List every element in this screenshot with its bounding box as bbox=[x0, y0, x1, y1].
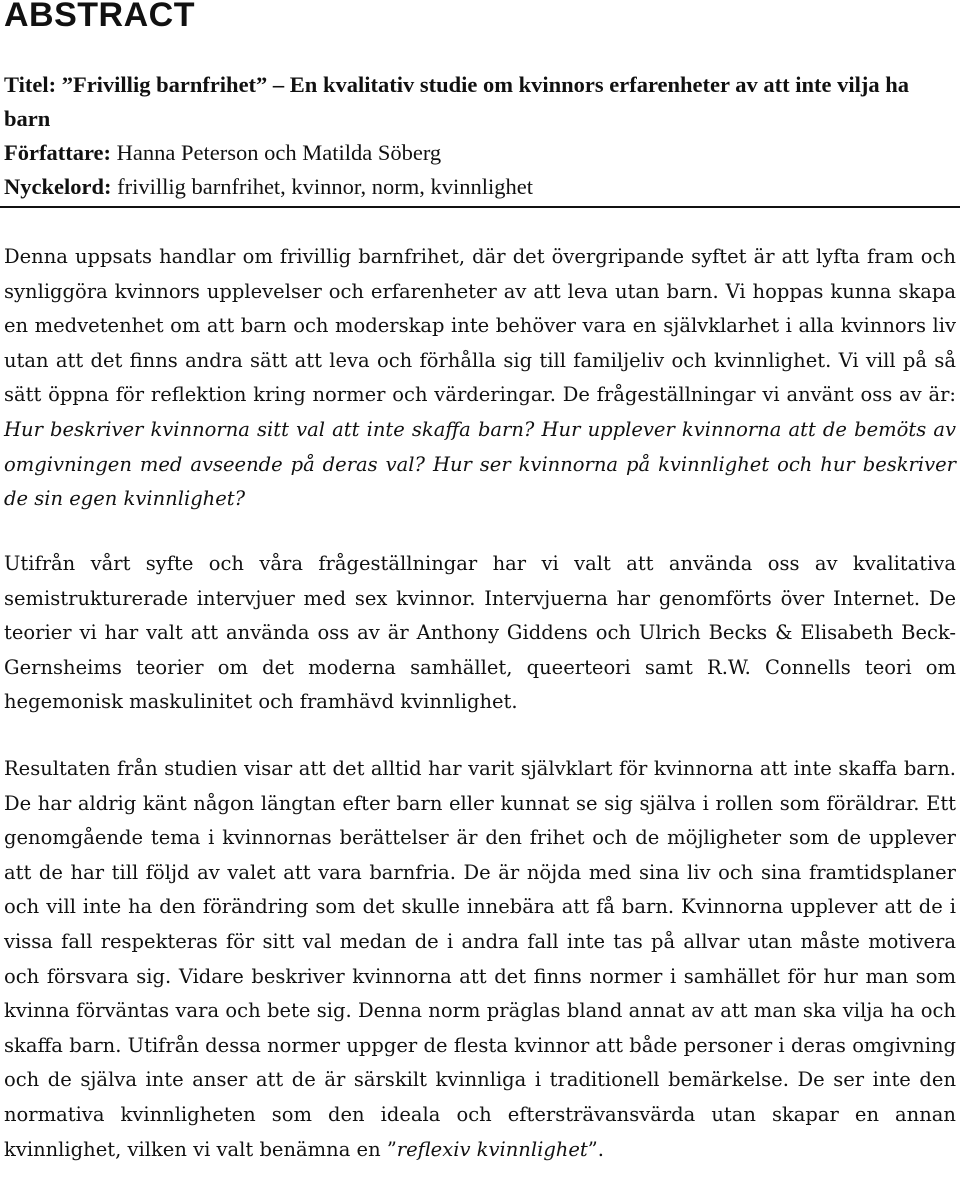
title-label: Titel: bbox=[4, 72, 57, 97]
authors-line bbox=[4, 136, 958, 170]
paragraph-3-text: Resultaten från studien visar att det alltid har varit självklart för kvinnorna att inte skaffa barn. De har aldrig känt någon längtan efter barn eller kunnat se sig själva i rollen som föräldrar. Ett genomgående tema i kvinnornas berättelser är den frihet och de möjligheter som de upplever att de har till följd av valet att vara barnfria. De är nöjda med sina liv och sina framtidsplaner och vill inte ha den förändring som det skulle innebära att få barn. Kvinnorna upplever att de i vissa fall respekteras för sitt val medan de i andra fall inte tas på allvar utan måste motivera och försvara sig. Vidare beskriver kvinnorna att det finns normer i samhället för hur man som kvinna förväntas vara och bete sig. Denna norm präglas bland annat av att man ska vilja ha och skaffa barn. Utifrån dessa normer uppger de flesta kvinnor att både personer i deras omgivning och de själva inte anser att de är särskilt kvinnliga i traditionell bemärkelse. De ser inte den normativa kvinnligheten som den ideala och eftersträvansvärda utan skapar en annan kvinnlighet, vilken vi valt benämna en ” bbox=[4, 757, 956, 1161]
metadata-block bbox=[4, 68, 958, 204]
title-line bbox=[4, 68, 958, 136]
paragraph-3-end: ”. bbox=[587, 1137, 604, 1161]
keywords-line bbox=[4, 170, 958, 204]
key-term: reflexiv kvinnlighet bbox=[396, 1137, 588, 1161]
divider bbox=[0, 206, 960, 208]
abstract-paragraph-2 bbox=[4, 547, 956, 720]
authors-value: Hanna Peterson och Matilda Söberg bbox=[116, 140, 442, 165]
keywords-value: frivillig barnfrihet, kvinnor, norm, kvinnlighet bbox=[117, 174, 534, 199]
paragraph-2-text: Utifrån vårt syfte och våra frågeställningar har vi valt att använda oss av kvalitativa semistrukturerade intervjuer med sex kvinnor. Intervjuerna har genomförts över Internet. De teorier vi har valt att använda oss av är Anthony Giddens och Ulrich Becks & Elisabeth Beck-Gernsheims teorier om det moderna samhället, queerteori samt R.W. Connells teori om hegemonisk maskulinitet och framhävd kvinnlighet. bbox=[4, 552, 956, 714]
paragraph-1-text: Denna uppsats handlar om frivillig barnfrihet, där det övergripande syftet är att lyfta fram och synliggöra kvinnors upplevelser och erfarenheter av att leva utan barn. Vi hoppas kunna skapa en medvetenhet om att barn och moderskap inte behöver vara en självklarhet i alla kvinnors liv utan att det finns andra sätt att leva och förhålla sig till familjeliv och kvinnlighet. Vi vill på så sätt öppna för reflektion kring normer och värderingar. De frågeställningar vi använt oss av är: bbox=[4, 245, 956, 407]
abstract-heading: ABSTRACT bbox=[4, 0, 195, 34]
research-question-3: Hur ser kvinnorna på kvinnlighet och hur beskriver de sin egen kvinnlighet? bbox=[4, 452, 956, 511]
authors-label: Författare: bbox=[4, 140, 112, 165]
keywords-label: Nyckelord: bbox=[4, 174, 112, 199]
title-value: ”Frivillig barnfrihet” – En kvalitativ studie om kvinnors erfarenheter av att inte vilja ha barn bbox=[4, 72, 909, 131]
research-question-1: Hur beskriver kvinnorna sitt val att inte skaffa barn? bbox=[4, 417, 535, 441]
abstract-paragraph-3 bbox=[4, 752, 956, 1167]
research-question-2: Hur upplever kvinnorna att de bemöts av omgivningen med avseende på deras val? bbox=[4, 417, 956, 476]
abstract-paragraph-1 bbox=[4, 240, 956, 517]
